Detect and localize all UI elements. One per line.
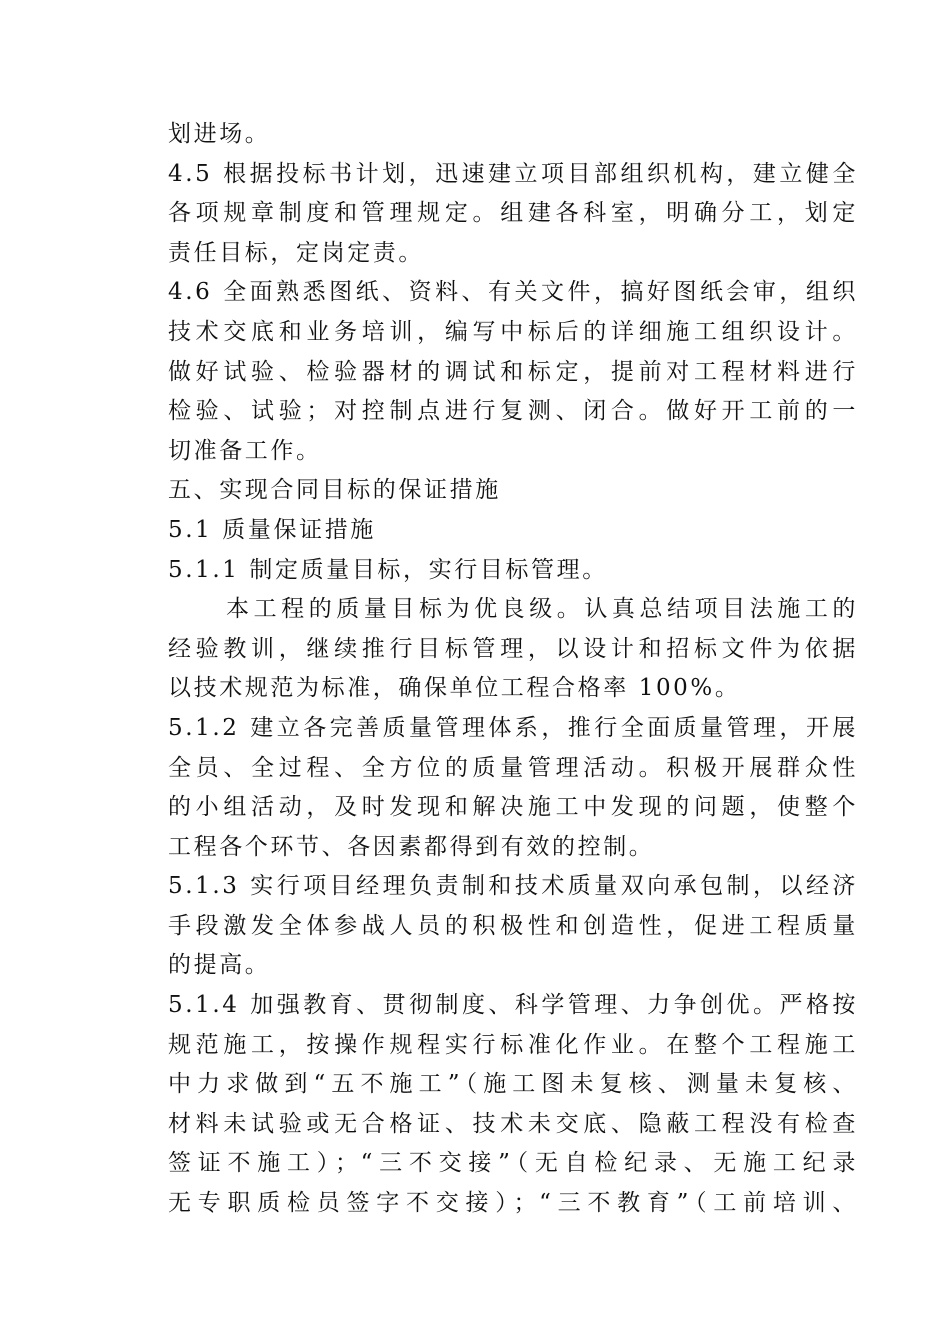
text-line: 无专职质检员签字不交接）；“三不教育”（工前培训、 [168, 1190, 858, 1217]
text-line: 以技术规范为标准，确保单位工程合格率 100%。 [168, 675, 741, 702]
text-line: 5.1.2 建立各完善质量管理体系，推行全面质量管理，开展 [168, 714, 858, 741]
text-line: 5.1 质量保证措施 [168, 516, 376, 543]
text-line: 5.1.4 加强教育、贯彻制度、科学管理、力争创优。严格按 [168, 992, 858, 1019]
text-line: 的小组活动，及时发现和解决施工中发现的问题，使整个 [168, 794, 858, 821]
text-line: 中力求做到“五不施工”（施工图未复核、测量未复核、 [168, 1071, 858, 1098]
text-line: 手段激发全体参战人员的积极性和创造性，促进工程质量 [168, 912, 858, 939]
text-line: 切准备工作。 [168, 437, 322, 464]
text-line: 4.6 全面熟悉图纸、资料、有关文件，搞好图纸会审，组织 [168, 279, 858, 306]
text-line: 5.1.1 制定质量目标，实行目标管理。 [168, 556, 608, 583]
text-line: 材料未试验或无合格证、技术未交底、隐蔽工程没有检查 [168, 1110, 858, 1137]
text-line: 全员、全过程、全方位的质量管理活动。积极开展群众性 [168, 754, 858, 781]
text-line: 五、实现合同目标的保证措施 [168, 477, 501, 504]
text-line: 做好试验、检验器材的调试和标定，提前对工程材料进行 [168, 358, 858, 385]
text-line: 工程各个环节、各因素都得到有效的控制。 [168, 833, 655, 860]
text-line: 5.1.3 实行项目经理负责制和技术质量双向承包制，以经济 [168, 873, 858, 900]
text-line: 检验、试验；对控制点进行复测、闭合。做好开工前的一 [168, 398, 858, 425]
document-body [168, 115, 858, 1224]
text-line: 技术交底和业务培训，编写中标后的详细施工组织设计。 [168, 318, 858, 345]
text-line: 划进场。 [168, 121, 271, 147]
text-line: 的提高。 [168, 952, 271, 979]
text-line: 签证不施工）；“三不交接”（无自检纪录、无施工纪录 [168, 1150, 858, 1177]
text-line: 规范施工，按操作规程实行标准化作业。在整个工程施工 [168, 1031, 858, 1058]
text-line: 各项规章制度和管理规定。组建各科室，明确分工，划定 [168, 200, 858, 227]
text-line: 责任目标，定岗定责。 [168, 239, 424, 266]
text-line: 4.5 根据投标书计划，迅速建立项目部组织机构，建立健全 [168, 160, 858, 187]
text-line: 本工程的质量目标为优良级。认真总结项目法施工的 [226, 596, 858, 623]
text-line: 经验教训，继续推行目标管理，以设计和招标文件为依据 [168, 635, 858, 662]
